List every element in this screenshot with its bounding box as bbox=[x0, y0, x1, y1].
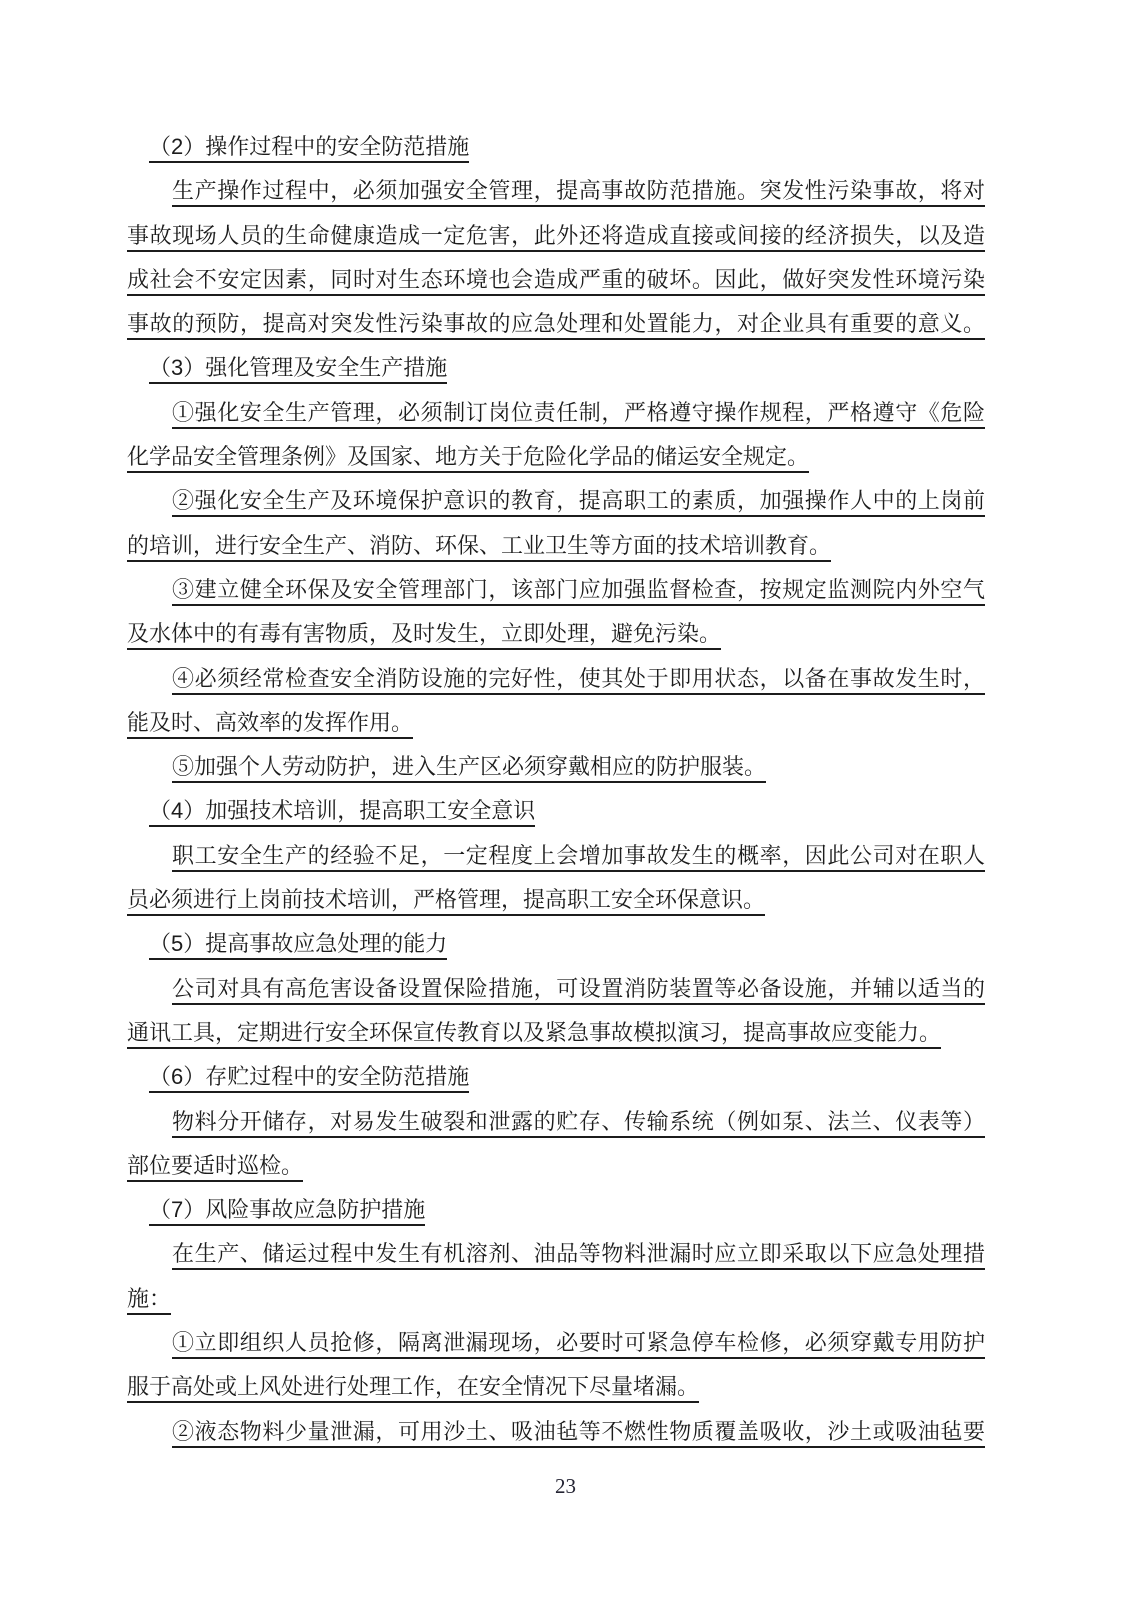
text-line-content: （4）加强技术培训，提高职工安全意识 bbox=[149, 798, 535, 827]
text-line bbox=[127, 1365, 985, 1409]
text-line-content: 化学品安全管理条例》及国家、地方关于危险化学品的储运安全规定。 bbox=[127, 444, 809, 473]
text-line-content: 事故的预防，提高对突发性污染事故的应急处理和处置能力，对企业具有重要的意义。 bbox=[127, 311, 985, 340]
text-line bbox=[127, 612, 985, 656]
text-line-content: 成社会不安定因素，同时对生态环境也会造成严重的破坏。因此，做好突发性环境污染 bbox=[127, 267, 985, 296]
text-line-content: ①立即组织人员抢修，隔离泄漏现场，必要时可紧急停车检修，必须穿戴专用防护 bbox=[172, 1330, 985, 1359]
text-line-content: ②液态物料少量泄漏，可用沙土、吸油毡等不燃性物质覆盖吸收，沙土或吸油毡要 bbox=[172, 1419, 985, 1448]
text-line-content: 物料分开储存，对易发生破裂和泄露的贮存、传输系统（例如泵、法兰、仪表等） bbox=[172, 1109, 985, 1138]
text-block bbox=[127, 125, 985, 1454]
text-line bbox=[127, 1188, 985, 1232]
text-line bbox=[127, 479, 985, 523]
text-line-content: 部位要适时巡检。 bbox=[127, 1153, 303, 1182]
page-number: 23 bbox=[555, 1474, 576, 1498]
text-line bbox=[127, 922, 985, 966]
text-line-content: 职工安全生产的经验不足，一定程度上会增加事故发生的概率，因此公司对在职人 bbox=[172, 843, 985, 872]
text-line bbox=[127, 1011, 985, 1055]
text-line bbox=[127, 524, 985, 568]
text-line-content: 的培训，进行安全生产、消防、环保、工业卫生等方面的技术培训教育。 bbox=[127, 533, 831, 562]
text-line bbox=[127, 435, 985, 479]
text-line-content: ①强化安全生产管理，必须制订岗位责任制，严格遵守操作规程，严格遵守《危险 bbox=[172, 400, 985, 429]
text-line bbox=[127, 1144, 985, 1188]
text-line-content: 员必须进行上岗前技术培训，严格管理，提高职工安全环保意识。 bbox=[127, 887, 765, 916]
text-line-content: 事故现场人员的生命健康造成一定危害，此外还将造成直接或间接的经济损失，以及造 bbox=[127, 223, 985, 252]
text-line-content: ④必须经常检查安全消防设施的完好性，使其处于即用状态，以备在事故发生时， bbox=[172, 666, 985, 695]
text-line bbox=[127, 834, 985, 878]
text-line bbox=[127, 967, 985, 1011]
text-line-content: 施： bbox=[127, 1286, 171, 1315]
text-line bbox=[127, 1321, 985, 1365]
text-line-content: （5）提高事故应急处理的能力 bbox=[149, 931, 447, 960]
text-line-content: 在生产、储运过程中发生有机溶剂、油品等物料泄漏时应立即采取以下应急处理措 bbox=[172, 1241, 985, 1270]
text-line bbox=[127, 701, 985, 745]
text-line-content: （6）存贮过程中的安全防范措施 bbox=[149, 1064, 469, 1093]
text-line bbox=[127, 391, 985, 435]
text-line-content: （7）风险事故应急防护措施 bbox=[149, 1197, 425, 1226]
text-line bbox=[127, 302, 985, 346]
text-line bbox=[127, 1410, 985, 1454]
text-line-content: 及水体中的有毒有害物质，及时发生，立即处理，避免污染。 bbox=[127, 621, 721, 650]
text-line-content: ③建立健全环保及安全管理部门，该部门应加强监督检查，按规定监测院内外空气 bbox=[172, 577, 985, 606]
text-line bbox=[127, 169, 985, 213]
text-line bbox=[127, 1055, 985, 1099]
text-line-content: 能及时、高效率的发挥作用。 bbox=[127, 710, 413, 739]
text-line-content: （2）操作过程中的安全防范措施 bbox=[149, 134, 469, 163]
text-line bbox=[127, 745, 985, 789]
text-line bbox=[127, 346, 985, 390]
text-line bbox=[127, 789, 985, 833]
text-line bbox=[127, 568, 985, 612]
text-line bbox=[127, 214, 985, 258]
text-line bbox=[127, 878, 985, 922]
text-line-content: （3）强化管理及安全生产措施 bbox=[149, 355, 447, 384]
text-line-content: 公司对具有高危害设备设置保险措施，可设置消防装置等必备设施，并辅以适当的 bbox=[172, 976, 985, 1005]
text-line-content: 服于高处或上风处进行处理工作，在安全情况下尽量堵漏。 bbox=[127, 1374, 699, 1403]
text-line bbox=[127, 258, 985, 302]
text-line bbox=[127, 657, 985, 701]
text-line-content: 生产操作过程中，必须加强安全管理，提高事故防范措施。突发性污染事故，将对 bbox=[172, 178, 985, 207]
text-line bbox=[127, 125, 985, 169]
text-line bbox=[127, 1100, 985, 1144]
text-line-content: ⑤加强个人劳动防护，进入生产区必须穿戴相应的防护服装。 bbox=[172, 754, 766, 783]
text-line bbox=[127, 1277, 985, 1321]
text-line bbox=[127, 1232, 985, 1276]
text-line-content: 通讯工具，定期进行安全环保宣传教育以及紧急事故模拟演习，提高事故应变能力。 bbox=[127, 1020, 941, 1049]
text-line-content: ②强化安全生产及环境保护意识的教育，提高职工的素质，加强操作人中的上岗前 bbox=[172, 488, 985, 517]
